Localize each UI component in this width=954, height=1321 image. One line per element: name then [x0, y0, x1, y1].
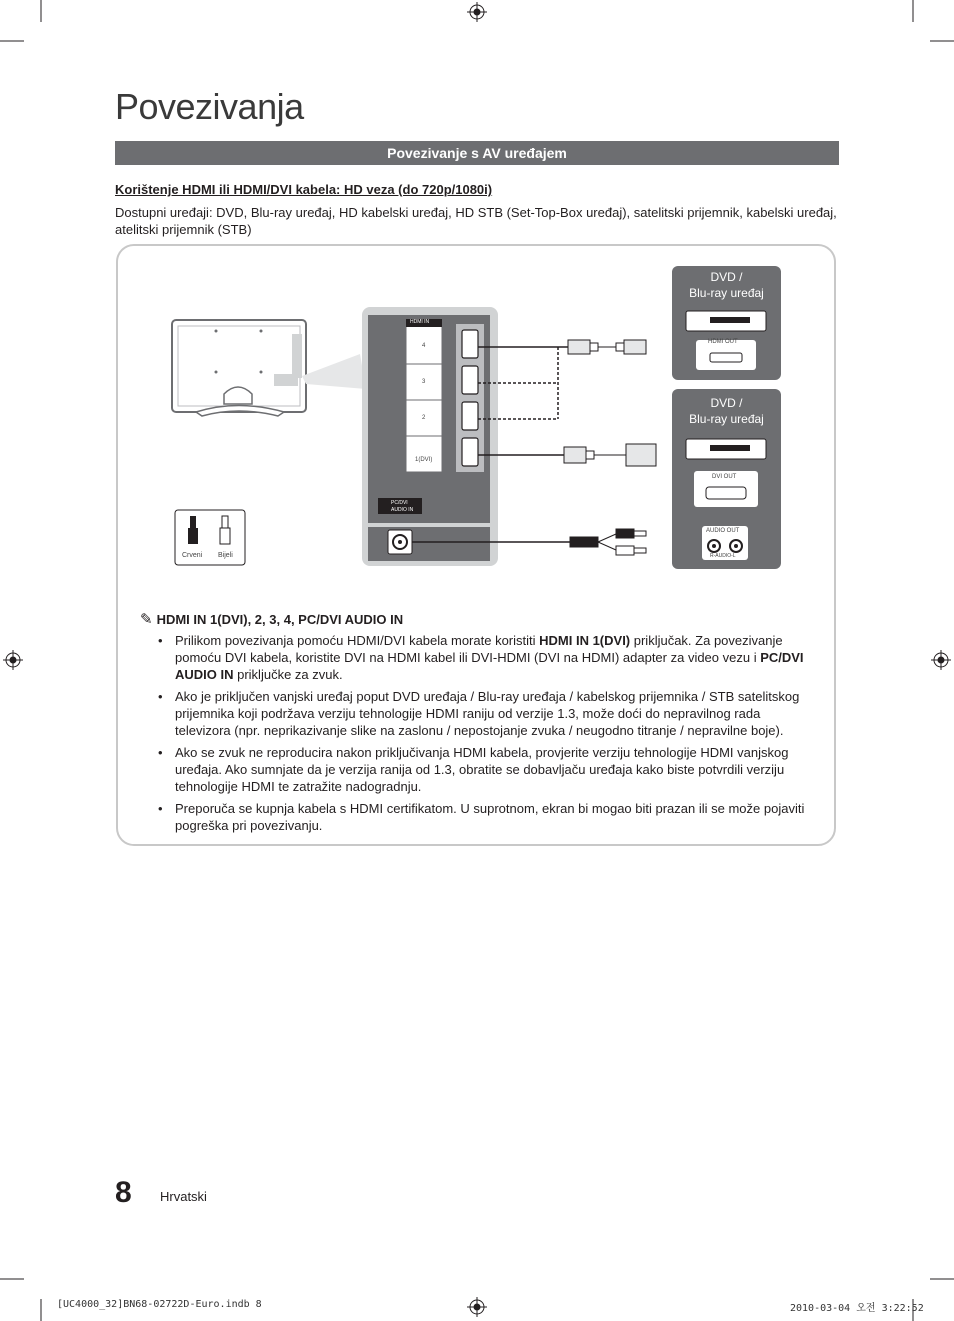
legend-red: Crveni	[182, 552, 203, 559]
pc-dvi-label: PC/DVI	[391, 500, 408, 506]
device1-label-2: Blu-ray uređaj	[689, 286, 764, 300]
hdmi-port-4: 4	[422, 343, 426, 349]
hdmi-port-1-dvi: 1(DVI)	[415, 457, 433, 463]
dvi-out-label: DVI OUT	[712, 474, 737, 480]
hdmi-in-header: HDMI IN	[410, 319, 430, 325]
hdmi-port-3: 3	[422, 379, 426, 385]
registration-mark-bottom	[467, 1297, 487, 1317]
tv-back-illustration	[172, 320, 366, 416]
registration-mark-left	[3, 650, 23, 670]
audio-cable-plugs	[570, 529, 646, 555]
note-item: • Ako se zvuk ne reproducira nakon priključivanja HDMI kabela, provjerite verziju tehnologije HDMI vanjskog uređaja. Ako sumnjate da je verzija ranija od 1.3, obratite se dobavljaču uređaja kako biste potvrdili verziju tehnologije HDMI te zatražite nadogradnju.	[158, 744, 818, 795]
footer-filename: [UC4000_32]BN68-02722D-Euro.indb 8	[57, 1299, 262, 1310]
subheading: Korištenje HDMI ili HDMI/DVI kabela: HD veza (do 720p/1080i)	[115, 182, 493, 197]
device2-label-1: DVD /	[710, 396, 743, 410]
hdmi-out-label: HDMI OUT	[708, 339, 738, 345]
page-number: 8	[115, 1176, 132, 1209]
audio-lr-label: R-AUDIO-L	[710, 553, 736, 559]
intro-text: Dostupni uređaji: DVD, Blu-ray uređaj, HD kabelski uređaj, HD STB (Set-Top-Box uređaj), satelitski prijemnik, kabelski uređaj, atelitski prijemnik (STB)	[115, 205, 837, 237]
audio-in-label: AUDIO IN	[391, 507, 414, 513]
note-item: • Ako je priključen vanjski uređaj poput DVD uređaja / Blu-ray uređaja / kabelskog prijemnika / STB satelitskog prijemnika koji podržava verziju tehnologije HDMI raniju od verzije 1.3, može doći do nepravilnog rada televizora (npr. neprikazivanje slike na zaslonu / nepostojanje zvuka / neugodno titranje / nepravilne boje).	[158, 688, 818, 739]
device2-label-2: Blu-ray uređaj	[689, 412, 764, 426]
section-header: Povezivanje s AV uređajem	[115, 141, 839, 165]
tv-connector-panel	[362, 307, 498, 566]
legend-white: Bijeli	[218, 552, 233, 559]
page-title: Povezivanja	[115, 86, 304, 127]
registration-mark-top	[467, 2, 487, 22]
pencil-icon: ✎	[140, 611, 153, 628]
device1-label-1: DVD /	[710, 270, 743, 284]
language-label: Hrvatski	[160, 1189, 207, 1204]
note-item: • Preporuča se kupnja kabela s HDMI certifikatom. U suprotnom, ekran bi mogao biti prazan ili se može pojaviti pogreška pri povezivanju.	[158, 800, 818, 834]
audio-out-label: AUDIO OUT	[706, 528, 740, 534]
notes-list	[158, 632, 818, 839]
note-item: • Prilikom povezivanja pomoću HDMI/DVI kabela morate koristiti HDMI IN 1(DVI) priključak. Za povezivanje pomoću DVI kabela, koristite DVI na HDMI kabel ili DVI-HDMI (DVI na HDMI) adapter za video vezu i PC/DVI AUDIO IN priključke za zvuk.	[158, 632, 818, 683]
registration-mark-right	[931, 650, 951, 670]
hdmi-port-2: 2	[422, 415, 426, 421]
hdmi-cable-plugs	[564, 340, 656, 466]
notes-heading: HDMI IN 1(DVI), 2, 3, 4, PC/DVI AUDIO IN	[156, 612, 404, 627]
footer-date: 2010-03-04 오전 3:22:52	[790, 1303, 924, 1314]
